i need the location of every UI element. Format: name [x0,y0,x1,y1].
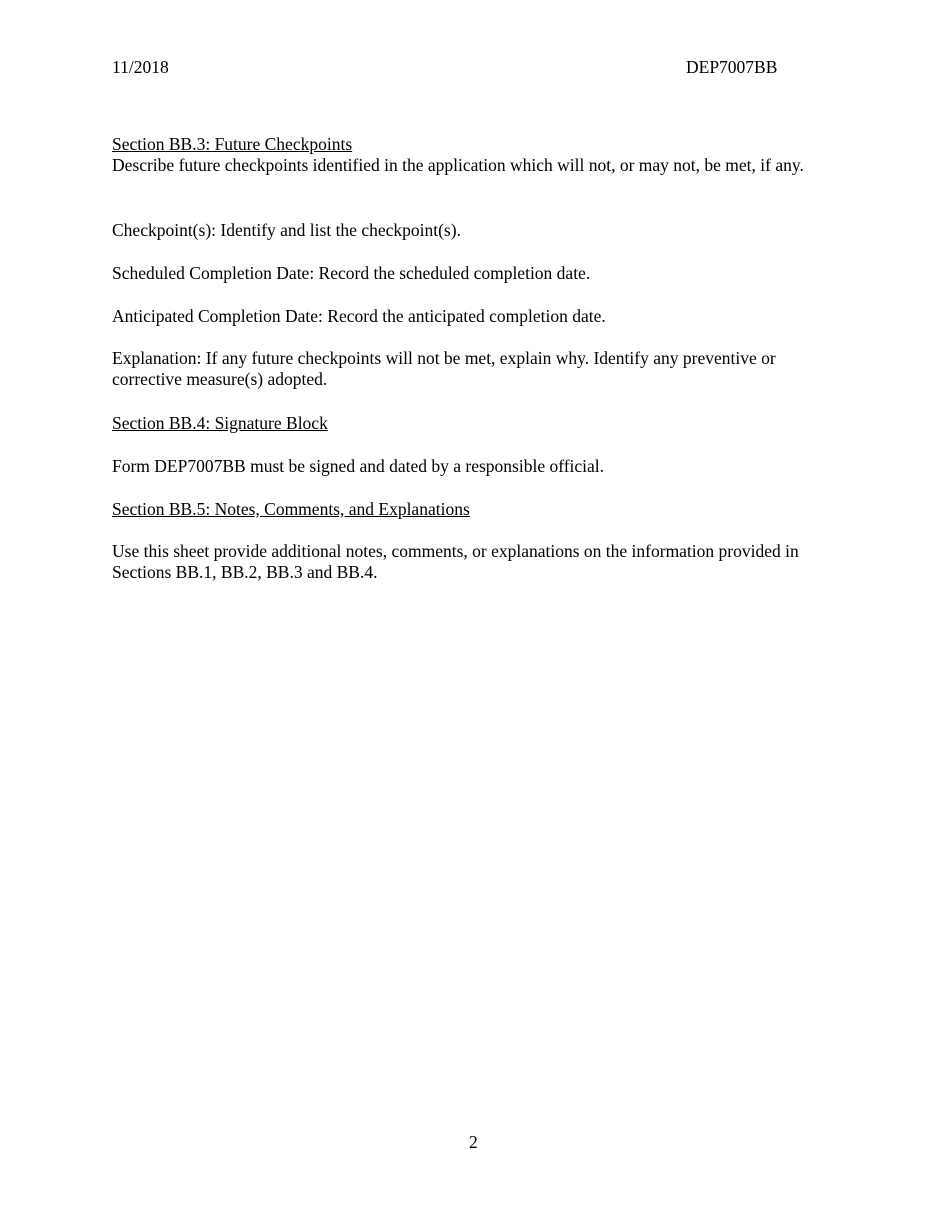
scheduled-date-instruction: Scheduled Completion Date: Record the scheduled completion date. [112,263,591,283]
anticipated-date-instruction: Anticipated Completion Date: Record the anticipated completion date. [112,306,606,326]
section-bb3-heading: Section BB.3: Future Checkpoints [112,134,353,154]
section-bb5-heading: Section BB.5: Notes, Comments, and Explanations [112,499,470,519]
section-bb4-heading: Section BB.4: Signature Block [112,413,328,433]
section-bb4-body: Form DEP7007BB must be signed and dated by a responsible official. [112,456,605,476]
header-date: 11/2018 [112,57,169,77]
section-bb5-body: Use this sheet provide additional notes, comments, or explanations on the information provided in Sections BB.1, BB.2, BB.3 and BB.4. [112,541,799,582]
page-number: 2 [469,1132,478,1152]
checkpoint-instruction: Checkpoint(s): Identify and list the checkpoint(s). [112,220,461,240]
section-bb3-intro: Describe future checkpoints identified in the application which will not, or may not, be met, if any. [112,155,804,175]
explanation-instruction: Explanation: If any future checkpoints will not be met, explain why. Identify any preventive or corrective measure(s) adopted. [112,348,776,389]
header-form-id: DEP7007BB [686,57,778,77]
